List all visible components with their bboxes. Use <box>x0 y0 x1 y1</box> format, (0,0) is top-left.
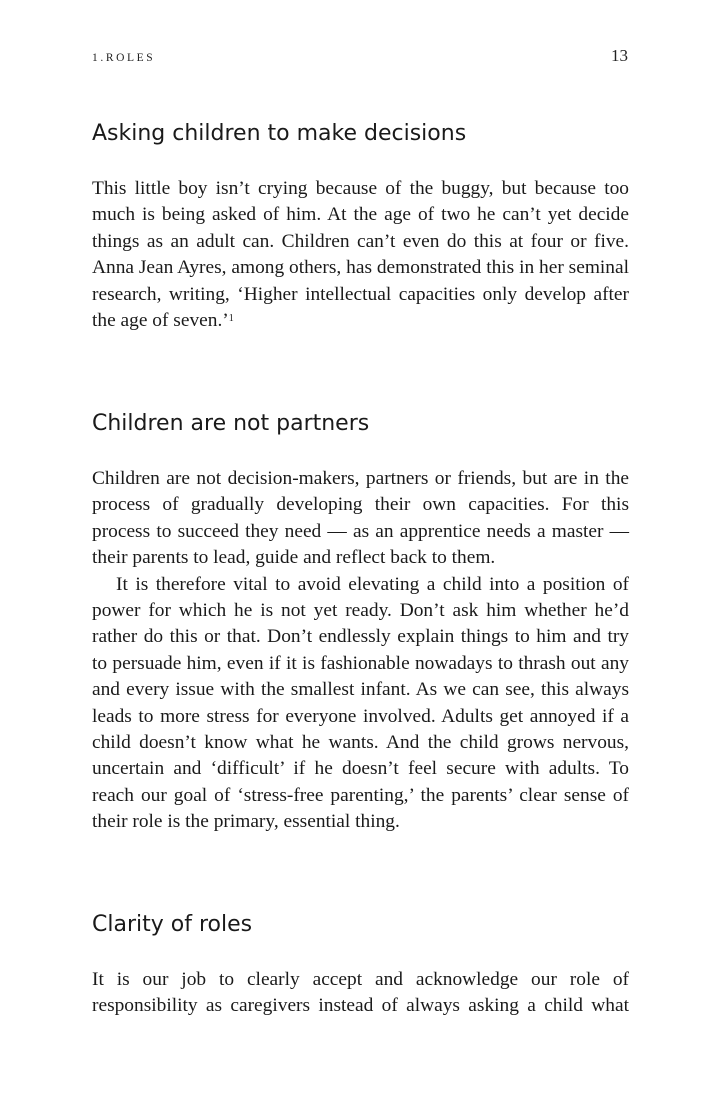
body-paragraph <box>92 176 629 334</box>
body-paragraph: It is our job to clearly accept and acknowledge our role of responsibility as caregivers instead of always asking a child what <box>92 969 629 1017</box>
body-paragraph-indented: It is therefore vital to avoid elevating a child into a position of power for which he is not yet ready. Don’t ask him whether he’d rather do this or that. Don’t endlessly explain things to him and try to persuade him, even if it is fashionable nowadays to thrash out any and every issue with the smallest infant. As we can see, this always leads to more stress for everyone involved. Adults get annoyed if a child doesn’t know what he wants. And the child grows nervous, uncertain and ‘difficult’ if he doesn’t feel secure with adults. To reach our goal of ‘stress-free parenting,’ the parents’ clear sense of their role is the primary, essential thing. <box>92 573 629 833</box>
footnote-reference[interactable]: 1 <box>228 313 234 325</box>
body-paragraph: Children are not decision-makers, partners or friends, but are in the process of gradually developing their own capacities. For this process to succeed they need — as an apprentice needs a master — their parents to lead, guide and reflect back to them. <box>92 468 629 569</box>
section-heading: Children are not partners <box>92 411 370 436</box>
page-number: 13 <box>611 46 628 65</box>
running-head: 1.ROLES <box>92 52 156 64</box>
paragraph-text: This little boy isn’t crying because of the buggy, but because too much is being asked of him. At the age of two he can’t yet decide things as an adult can. Children can’t even do this at four or five. Anna Jean Ayres, among others, has demonstrated this in her seminal research, writing, ‘Higher intellectual capacities only develop after the age of seven.’ <box>92 178 629 332</box>
section-heading: Clarity of roles <box>92 912 253 937</box>
section-heading: Asking children to make decisions <box>92 121 467 146</box>
